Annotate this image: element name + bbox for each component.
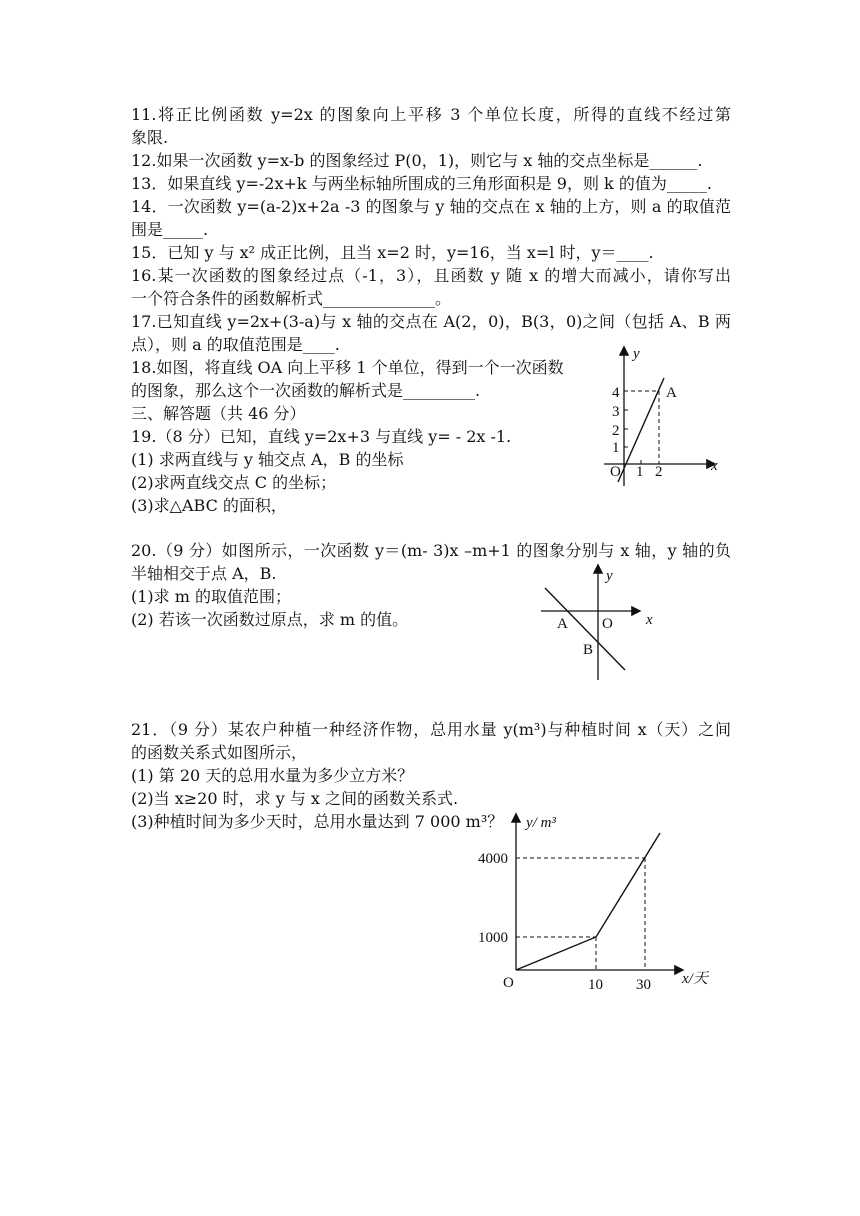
y-axis-label: y/ m³ [526, 815, 556, 831]
q20-line1: 20.（9 分）如图所示，一次函数 y＝(m- 3)x –m+1 的图象分别与 x 轴，y 轴的负 [131, 541, 731, 560]
point-a-label: A [557, 616, 568, 632]
q20-line3: (1)求 m 的取值范围； [131, 587, 292, 606]
q19-line3: (2)求两直线交点 C 的坐标； [131, 473, 337, 492]
y-tick-label-2: 2 [612, 423, 620, 439]
y-axis-label: y [606, 568, 613, 584]
q18-line1: 18.如图，将直线 OA 向上平移 1 个单位，得到一个一次函数 [131, 358, 564, 377]
y-tick-label-1000: 1000 [478, 930, 508, 946]
q13: 13．如果直线 y=-2x+k 与两坐标轴所围成的三角形面积是 9，则 k 的值为_____. [131, 174, 712, 193]
y-tick-label-4: 4 [612, 385, 620, 401]
q21-figure [470, 805, 730, 1005]
q17-line2: 点），则 a 的取值范围是____. [131, 335, 340, 354]
q18-figure [600, 340, 730, 490]
q19-line4: (3)求△ABC 的面积， [131, 496, 287, 515]
q20-line2: 半轴相交于点 A，B. [131, 564, 277, 583]
x-axis-label: x [711, 458, 718, 474]
y-tick-label-1: 1 [612, 440, 620, 456]
q14-line1: 14．一次函数 y=(a-2)x+2a -3 的图象与 y 轴的交点在 x 轴的上方，则 a 的取值范 [131, 197, 731, 216]
x-axis-label: x/天 [682, 971, 708, 987]
q21-line1: 21．（9 分）某农户种植一种经济作物，总用水量 y(m³)与种植时间 x（天）之间 [131, 720, 731, 739]
q16-line1: 16.某一次函数的图象经过点（-1，3），且函数 y 随 x 的增大而减小，请你写出 [131, 266, 731, 285]
q19-line1: 19.（8 分）已知，直线 y=2x+3 与直线 y= - 2x -1. [131, 427, 512, 446]
q16-line2: 一个符合条件的函数解析式______________。 [131, 289, 452, 308]
origin-label: O [602, 616, 613, 632]
q15: 15．已知 y 与 x² 成正比例，且当 x=2 时，y=16，当 x=l 时，y＝____. [131, 243, 654, 262]
point-a-label: A [666, 385, 677, 401]
origin-label: O [610, 464, 621, 480]
y-tick-label-4000: 4000 [478, 851, 508, 867]
q17-line1: 17.已知直线 y=2x+(3-a)与 x 轴的交点在 A(2，0)，B(3，0)之间（包括 A、B 两 [131, 312, 731, 331]
x-tick-label-2: 2 [655, 464, 663, 480]
x-tick-label-30: 30 [636, 977, 651, 993]
section-3-heading: 三、解答题（共 46 分） [131, 404, 306, 423]
q20-figure [535, 560, 665, 685]
q11-line2: 象限. [131, 128, 169, 147]
x-tick-label-1: 1 [636, 464, 644, 480]
q18-line2: 的图象，那么这个一次函数的解析式是_________. [131, 381, 481, 400]
q21-line5: (3)种植时间为多少天时，总用水量达到 7 000 m³？ [131, 812, 504, 831]
q19-line2: (1) 求两直线与 y 轴交点 A，B 的坐标 [131, 450, 404, 469]
q21-line3: (1) 第 20 天的总用水量为多少立方米？ [131, 766, 414, 785]
origin-label: O [503, 975, 514, 991]
q12: 12.如果一次函数 y=x-b 的图象经过 P(0，1)，则它与 x 轴的交点坐标是______. [131, 151, 703, 170]
q11-line1: 11.将正比例函数 y=2x 的图象向上平移 3 个单位长度，所得的直线不经过第 [131, 105, 731, 124]
x-axis-label: x [646, 612, 653, 628]
q21-line4: (2)当 x≥20 时，求 y 与 x 之间的函数关系式. [131, 789, 459, 808]
water-usage-line [516, 833, 660, 970]
q14-line2: 围是_____. [131, 220, 209, 239]
point-b-label: B [583, 642, 594, 658]
x-tick-label-10: 10 [588, 977, 603, 993]
y-tick-label-3: 3 [612, 404, 620, 420]
y-axis-label: y [633, 346, 640, 362]
q21-line2: 的函数关系式如图所示， [131, 743, 308, 762]
q20-line4: (2) 若该一次函数过原点，求 m 的值。 [131, 610, 409, 629]
